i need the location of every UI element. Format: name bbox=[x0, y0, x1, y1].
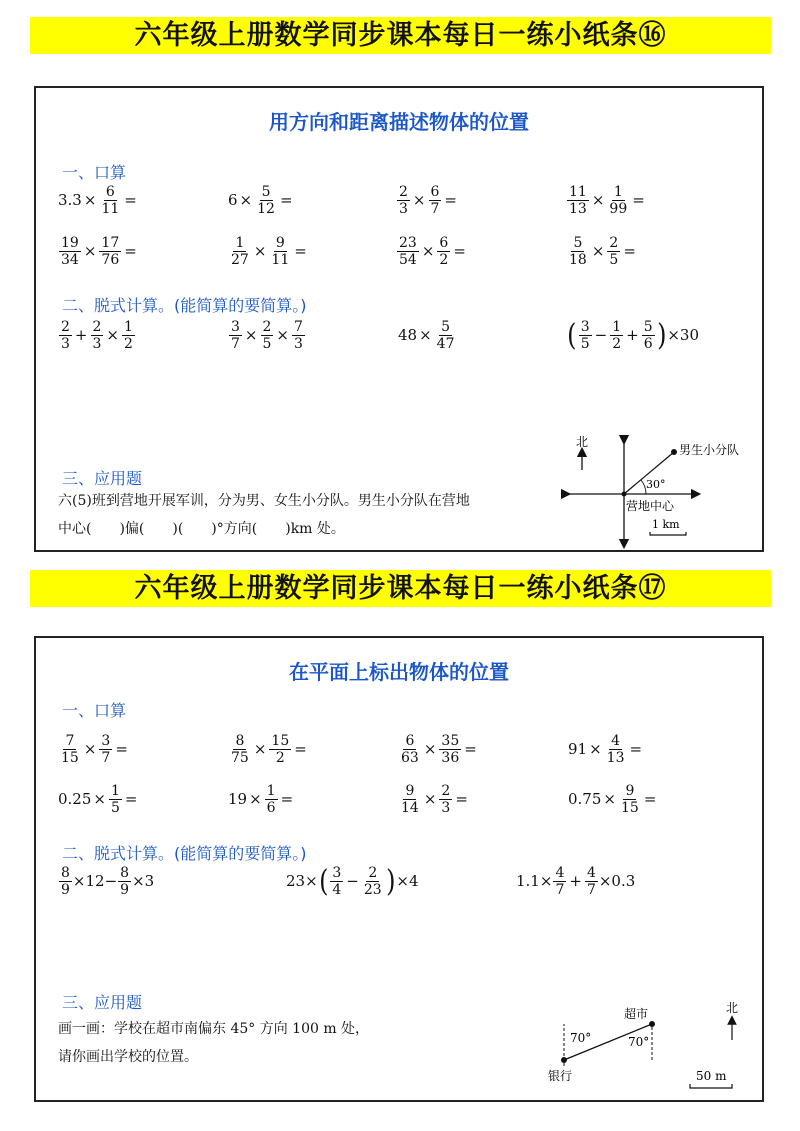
team-label: 男生小分队 bbox=[679, 443, 740, 457]
section-calc: 二、脱式计算。(能简算的要简算。) bbox=[62, 844, 307, 863]
oral-item: $\frac{5}{18}$ × $\frac{2}{5}$ = bbox=[569, 235, 636, 268]
calc-item: $\frac{8}{9}$ ×12− $\frac{8}{9}$ ×3 bbox=[61, 865, 155, 898]
oral-item: $\frac{7}{15}$ × $\frac{3}{7}$ = bbox=[61, 733, 128, 766]
card-title: 用方向和距离描述物体的位置 bbox=[269, 110, 529, 134]
oral-item: $\frac{11}{13}$ × $\frac{1}{99}$ = bbox=[569, 184, 645, 217]
angle-label-1: 70° bbox=[570, 1031, 592, 1045]
oral-item: 0.25 × $\frac{1}{5}$ = bbox=[58, 783, 138, 816]
application-text: 六(5)班到营地开展军训，分为男、女生小分队。男生小分队在营地 bbox=[58, 493, 470, 509]
scale-bar bbox=[650, 518, 686, 535]
svg-text:北: 北 bbox=[726, 1001, 739, 1015]
oral-item: 6 × $\frac{5}{12}$ = bbox=[228, 184, 293, 217]
calc-item: 1.1× $\frac{4}{7}$ + $\frac{4}{7}$ ×0.3 bbox=[516, 865, 636, 898]
application-text: 中心( )偏( )( )°方向( )km 处。 bbox=[58, 521, 345, 537]
market-point bbox=[649, 1021, 655, 1027]
section-application: 三、应用题 bbox=[62, 993, 143, 1012]
application-text: 画一画：学校在超市南偏东 45° 方向 100 m 处， bbox=[58, 1021, 370, 1037]
team-point bbox=[671, 449, 677, 455]
scale-bar bbox=[690, 1069, 732, 1088]
application-text: 请你画出学校的位置。 bbox=[58, 1049, 198, 1065]
north-indicator bbox=[576, 435, 588, 470]
calc-item: ( $\frac{3}{5}$ − $\frac{1}{2}$ + $\frac{5}{6}$ ) ×30 bbox=[567, 317, 700, 353]
market-label: 超市 bbox=[624, 1007, 649, 1021]
center-label: 营地中心 bbox=[626, 499, 675, 513]
svg-text:50 m: 50 m bbox=[696, 1069, 727, 1083]
calc-item: $\frac{2}{3}$ + $\frac{2}{3}$ × $\frac{1}{2}$ bbox=[61, 319, 133, 352]
worksheet-16 bbox=[34, 86, 764, 552]
worksheet-17 bbox=[34, 636, 764, 1102]
oral-item: $\frac{23}{54}$ × $\frac{6}{2}$ = bbox=[399, 235, 466, 268]
calc-item: 23× ( $\frac{3}{4}$ − $\frac{2}{23}$ ) ×4 bbox=[286, 863, 419, 899]
north-indicator bbox=[726, 1001, 738, 1040]
calc-item: 48 × $\frac{5}{47}$ bbox=[398, 319, 455, 352]
direction-diagram bbox=[546, 428, 756, 550]
oral-item: $\frac{9}{14}$ × $\frac{2}{3}$ = bbox=[401, 783, 468, 816]
bank-label: 银行 bbox=[548, 1069, 573, 1083]
oral-item: 19 × $\frac{1}{6}$ = bbox=[228, 783, 294, 816]
oral-item: 3.3 × $\frac{6}{11}$ = bbox=[58, 184, 137, 217]
bank-point bbox=[561, 1057, 567, 1063]
calc-item: $\frac{3}{7}$ × $\frac{2}{5}$ × $\frac{7}{3}$ bbox=[231, 319, 303, 352]
angle-label: 30° bbox=[646, 478, 666, 491]
center-point bbox=[622, 492, 627, 497]
oral-item: 0.75 × $\frac{9}{15}$ = bbox=[568, 783, 657, 816]
svg-text:1 km: 1 km bbox=[652, 518, 680, 531]
svg-text:北: 北 bbox=[576, 435, 589, 449]
section-application: 三、应用题 bbox=[62, 469, 143, 488]
banner-16: 六年级上册数学同步课本每日一练小纸条⑯ bbox=[30, 17, 771, 54]
angle-label-2: 70° bbox=[628, 1035, 650, 1049]
oral-item: $\frac{1}{27}$ × $\frac{9}{11}$ = bbox=[231, 235, 307, 268]
oral-item: $\frac{8}{75}$ × $\frac{15}{2}$ = bbox=[231, 733, 307, 766]
section-oral: 一、口算 bbox=[62, 701, 127, 720]
section-oral: 一、口算 bbox=[62, 163, 127, 182]
location-diagram bbox=[526, 996, 756, 1096]
oral-item: $\frac{2}{3}$ × $\frac{6}{7}$ = bbox=[399, 184, 457, 217]
card-title: 在平面上标出物体的位置 bbox=[289, 660, 509, 684]
banner-17: 六年级上册数学同步课本每日一练小纸条⑰ bbox=[30, 570, 771, 607]
oral-item: 91 × $\frac{4}{13}$ = bbox=[568, 733, 643, 766]
oral-item: $\frac{19}{34}$ × $\frac{17}{76}$ = bbox=[61, 235, 137, 268]
oral-item: $\frac{6}{63}$ × $\frac{35}{36}$ = bbox=[401, 733, 477, 766]
section-calc: 二、脱式计算。(能简算的要简算。) bbox=[62, 296, 307, 315]
